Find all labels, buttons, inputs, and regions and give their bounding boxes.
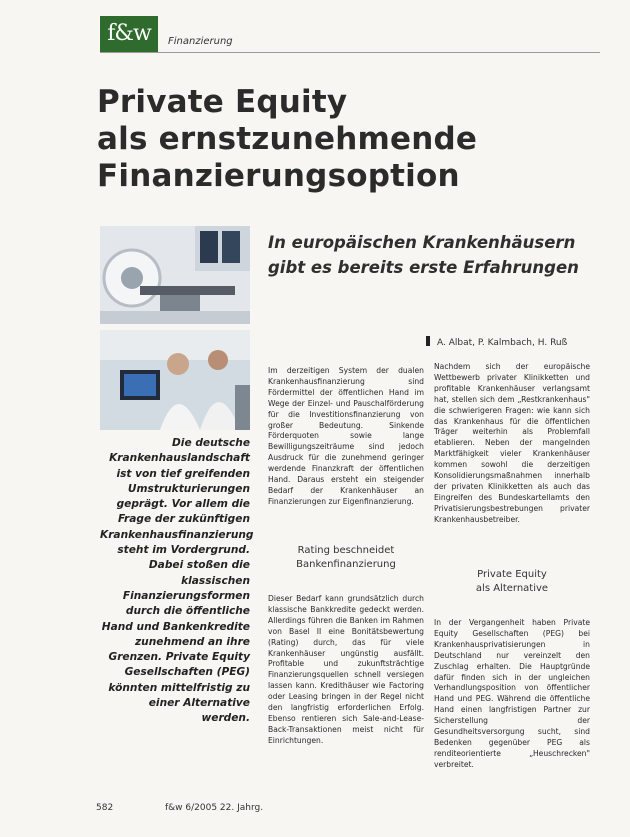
body-column-2-continued: In der Vergangenheit haben Private Equity Gesellschaften (PEG) bei Krankenhausprivatisierungen in Deutschland nur vereinzelt den Zuschlag erhalten. Die Hauptgründe dafür finden sich in der ungleichen Verhandlungsposition von öffentlicher Hand und PEG. Während die öffentliche Hand einen langfristigen Partner zur Sicherstellung der Gesundheitsversorgung sucht, sind Bedenken gegenüber PEG als renditeorientierte „Heuschrecken" verbreitet. bbox=[434, 618, 590, 769]
body-column-1-continued: Dieser Bedarf kann grundsätzlich durch klassische Bankkredite gedeckt werden. Allerdings führen die Banken im Rahmen von Basel II eine Bonitätsbewertung (Rating) durch, das für viele Krankenhäuser ungünstig ausfällt. Profitable und zukunftsträchtige Finanzierungsquellen schnell versiegen lassen kann. Kredithäuser wie Factoring oder Leasing bringen in der Regel nicht den langfristig erforderlichen Erfolg. Ebenso rentieren sich Sale-and-Lease-Back-Transaktionen meist nicht für Einrichtungen. bbox=[268, 594, 424, 745]
page-number: 582 bbox=[96, 803, 114, 813]
subheading-pe-line-2: als Alternative bbox=[475, 583, 549, 594]
subheading-private-equity bbox=[434, 568, 590, 596]
hospital-equipment-photo bbox=[100, 226, 250, 324]
subtitle-line-2: gibt es bereits erste Erfahrungen bbox=[268, 258, 579, 277]
subheading-rating bbox=[268, 544, 424, 572]
doctors-at-monitor-image bbox=[100, 330, 250, 430]
author-marker bbox=[426, 336, 430, 346]
authors: A. Albat, P. Kalmbach, H. Ruß bbox=[437, 338, 568, 348]
body-column-1: Im derzeitigen System der dualen Krankenhausfinanzierung sind Fördermittel der öffentlichen Hand im Wege der Einzel- und Pauschalförderung für die Investitionsfinanzierung von großer Bedeutung. Sinkende Förderquoten sowie lange Bewilligungszeiträume sind jedoch Ausdruck für die zunehmend geringer werdende Finanzkraft der öffentlichen Hand. Daraus ersteht ein steigender Bedarf der Krankenhäuser an Finanzierungen zur Eigenfinanzierung. bbox=[268, 366, 424, 506]
body-column-2: Nachdem sich der europäische Wettbewerb privater Klinikketten und profitable Krankenhäuser verlangsamt hat, stellen sich dem „Restkrankenhaus" die schwierigeren Fragen: wie kann sich das Krankenhaus für die öffentlichen Träger weiterhin als Problemfall etablieren. Neben der mangelnden Marktfähigkeit vieler Krankenhäuser kommen sowohl die derzeitigen Konsolidierungsmaßnahmen innerhalb der privaten Klinikketten als auch das Eingreifen des Bundeskartellamts den Privatisierungsbestrebungen privater Krankenhausbetreiber. bbox=[434, 362, 590, 524]
article-subtitle bbox=[268, 230, 608, 280]
title-line-1: Private Equity bbox=[97, 84, 348, 120]
header-rule bbox=[100, 52, 600, 53]
article-title bbox=[97, 84, 617, 195]
subheading-rating-line-2: Bankenfinanzierung bbox=[296, 559, 396, 570]
doctors-photo bbox=[100, 330, 250, 430]
lead-paragraph: Die deutsche Krankenhauslandschaft ist von tief greifenden Umstrukturierungen geprägt. Vor allem die Frage der zukünftigen Krankenhausfinanzierung steht im Vordergrund. Dabei stoßen die klassischen Finanzierungsformen durch die öffentliche Hand und Bankenkredite zunehmend an ihre Grenzen. Private Equity Gesellschaften (PEG) könnten mittelfristig zu einer Alternative werden. bbox=[100, 437, 254, 725]
subtitle-line-1: In europäischen Krankenhäusern bbox=[268, 233, 576, 252]
section-rubric: Finanzierung bbox=[168, 36, 233, 47]
subheading-pe-line-1: Private Equity bbox=[477, 569, 547, 580]
subheading-rating-line-1: Rating beschneidet bbox=[297, 545, 395, 556]
issue-info: f&w 6/2005 22. Jahrg. bbox=[165, 803, 264, 813]
title-line-3: Finanzierungsoption bbox=[97, 158, 460, 194]
ct-scanner-image bbox=[100, 226, 250, 324]
title-line-2: als ernstzunehmende bbox=[97, 121, 478, 157]
journal-logo: f&w bbox=[100, 16, 158, 52]
